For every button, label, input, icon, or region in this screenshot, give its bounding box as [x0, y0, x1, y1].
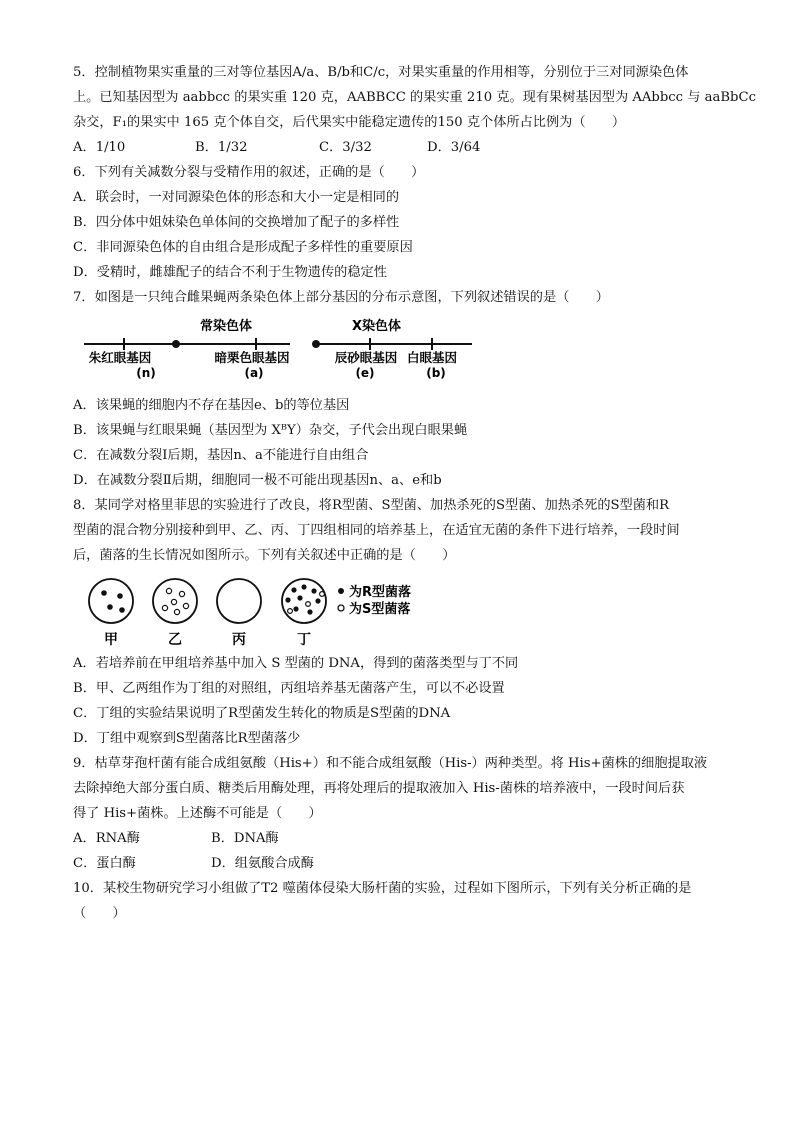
legend-r-label: 为R型菌落: [349, 585, 412, 600]
legend-r-marker: [338, 588, 344, 594]
q10-line-1: 10．某校生物研究学习小组做了T2 噬菌体侵染大肠杆菌的实验，过程如下图所示，下列有关分析正确的是: [73, 881, 692, 896]
q6-option-d: D．受精时，雌雄配子的结合不利于生物遗传的稳定性: [73, 265, 387, 280]
s-colony: [320, 592, 325, 597]
s-colony: [306, 602, 311, 607]
q5-option-a: A．1/10: [73, 140, 126, 155]
q9-option-c: C．蛋白酶: [73, 856, 136, 871]
r-colony: [311, 588, 316, 593]
r-colony: [301, 584, 306, 589]
gene-a-symbol: (a): [244, 366, 264, 380]
q9-line-1: 9．枯草芽孢杆菌有能合成组氨酸（His+）和不能合成组氨酸（His-）两种类型。将 His+菌株的细胞提取液: [73, 756, 708, 771]
q7-option-c: C．在减数分裂Ⅰ后期，基因n、a不能进行自由组合: [73, 448, 369, 463]
q8-option-c: C．丁组的实验结果说明了R型菌发生转化的物质是S型菌的DNA: [73, 706, 451, 721]
petri-dish-figure: [82, 574, 432, 648]
s-colony: [166, 588, 171, 593]
legend-s-marker: [338, 605, 344, 611]
r-colony: [291, 587, 296, 592]
gene-n-name: 朱红眼基因: [88, 350, 152, 365]
gene-b-name: 白眼基因: [406, 350, 458, 365]
q9-options-row-1: [73, 830, 279, 848]
q7-option-a: A．该果蝇的细胞内不存在基因e、b的等位基因: [73, 398, 350, 413]
dish-label-bing: 丙: [232, 632, 246, 648]
q5-line-1: 5．控制植物果实重量的三对等位基因A/a、B/b和C/c，对果实重量的作用相等，分别位于三对同源染色体: [73, 65, 689, 80]
chromosome-figure: [80, 316, 480, 386]
r-colony: [307, 609, 312, 614]
gene-b-symbol: (b): [426, 366, 446, 380]
s-colony: [162, 605, 167, 610]
q9-option-b: B．DNA酶: [211, 831, 279, 846]
q6-option-b: B．四分体中姐妹染色单体间的交换增加了配子的多样性: [73, 215, 400, 230]
autosome-centromere: [172, 340, 180, 348]
autosome-title: 常染色体: [200, 319, 253, 334]
q5-line-3: 杂交，F₁的果实中 165 克个体自交，后代果实中能稳定遗传的150 克个体所占比例为（ ）: [73, 115, 626, 130]
s-colony: [179, 591, 184, 596]
q9-option-d: D．组氨酸合成酶: [211, 856, 314, 871]
q8-option-b: B．甲、乙两组作为丁组的对照组，丙组培养基无菌落产生，可以不必设置: [73, 681, 505, 696]
q9-option-a: A．RNA酶: [73, 831, 140, 846]
dish-jia: [89, 579, 133, 623]
s-colony: [183, 603, 188, 608]
q7-option-d: D．在减数分裂Ⅱ后期，细胞同一极不可能出现基因n、a、e和b: [73, 473, 442, 488]
dish-label-jia: 甲: [104, 632, 118, 648]
r-colony: [117, 593, 123, 599]
q8-line-1: 8．某同学对格里菲思的实验进行了改良，将R型菌、S型菌、加热杀死的S型菌、加热杀死的S型菌和R: [73, 498, 670, 513]
s-colony: [288, 609, 293, 614]
q10-line-2: （ ）: [73, 906, 126, 921]
r-colony: [107, 604, 113, 610]
gene-e-name: 辰砂眼基因: [334, 350, 398, 365]
dish-label-yi: 乙: [168, 632, 182, 648]
q5-line-2: 上。已知基因型为 aabbcc 的果实重 120 克，AABBCC 的果实重 210 克。现有果树基因型为 AAbbcc 与 aaBbCc: [73, 90, 756, 105]
dish-label-ding: 丁: [297, 632, 311, 648]
r-colony: [101, 590, 107, 596]
q8-line-3: 后，菌落的生长情况如图所示。下列有关叙述中正确的是（ ）: [73, 548, 456, 563]
s-colony: [174, 609, 179, 614]
r-colony: [285, 597, 290, 602]
q9-line-3: 得了 His+菌株。上述酶不可能是（ ）: [73, 806, 322, 821]
q5-option-b: B．1/32: [195, 140, 248, 155]
gene-a-name: 暗栗色眼基因: [214, 350, 290, 365]
r-colony: [119, 607, 125, 613]
gene-n-symbol: (n): [136, 366, 156, 380]
gene-e-symbol: (e): [355, 366, 375, 380]
q7-option-b: B．该果蝇与红眼果蝇（基因型为 XᴮY）杂交，子代会出现白眼果蝇: [73, 423, 468, 438]
r-colony: [293, 606, 298, 611]
q7-stem: 7．如图是一只纯合雌果蝇两条染色体上部分基因的分布示意图，下列叙述错误的是（ ）: [73, 290, 609, 305]
q5-option-d: D．3/64: [427, 140, 481, 155]
q6-option-c: C．非同源染色体的自由组合是形成配子多样性的重要原因: [73, 240, 413, 255]
r-colony: [315, 598, 320, 603]
x-centromere: [312, 340, 320, 348]
q8-option-a: A．若培养前在甲组培养基中加入 S 型菌的 DNA，得到的菌落类型与丁不同: [73, 656, 519, 671]
legend-s-label: 为S型菌落: [349, 602, 411, 617]
q9-options-row-2: [73, 855, 314, 873]
q5-options: [73, 139, 480, 157]
q6-option-a: A．联会时，一对同源染色体的形态和大小一定是相同的: [73, 190, 400, 205]
s-colony: [171, 599, 176, 604]
dish-bing: [217, 579, 261, 623]
r-colony: [297, 595, 302, 600]
q8-line-2: 型菌的混合物分别接种到甲、乙、丙、丁四组相同的培养基上，在适宜无菌的条件下进行培养，一段时间: [73, 523, 680, 538]
q8-option-d: D．丁组中观察到S型菌落比R型菌落少: [73, 731, 301, 746]
q6-stem: 6．下列有关减数分裂与受精作用的叙述，正确的是（ ）: [73, 165, 425, 180]
q9-line-2: 去除掉绝大部分蛋白质、糖类后用酶处理，再将处理后的提取液加入 His-菌株的培养液中，一段时间后获: [73, 781, 685, 796]
q5-option-c: C．3/32: [319, 140, 372, 155]
x-chromosome-title: X染色体: [352, 319, 402, 334]
